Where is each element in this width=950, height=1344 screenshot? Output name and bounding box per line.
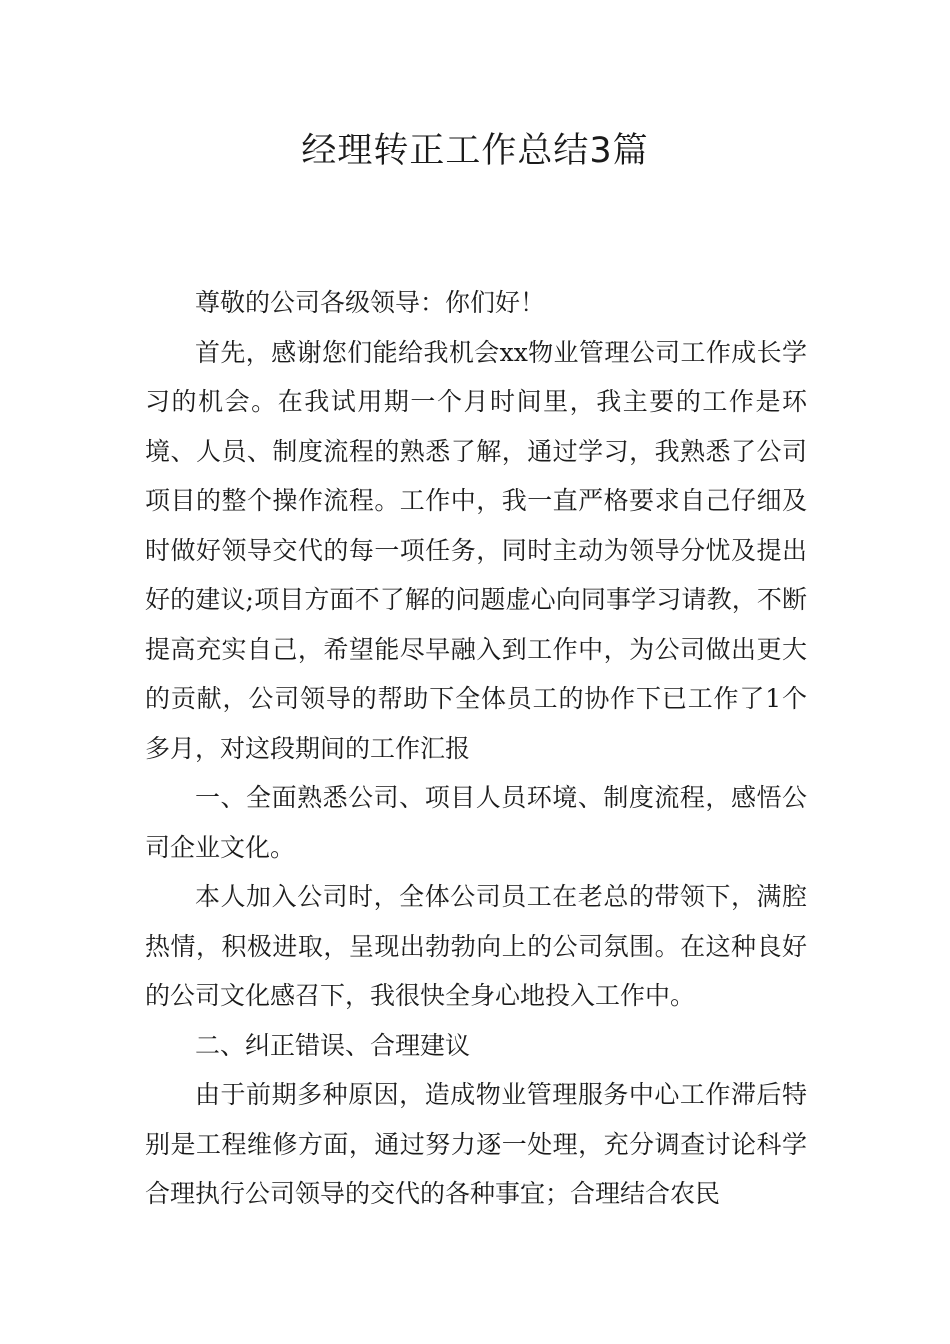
paragraph-introduction: 首先，感谢您们能给我机会xx物业管理公司工作成长学习的机会。在我试用期一个月时间里，我主要的工作是环境、人员、制度流程的熟悉了解，通过学习，我熟悉了公司项目的整个操作流程。工作中，我一直严格要求自己仔细及时做好领导交代的每一项任务，同时主动为领导分忧及提出好的建议;项目方面不了解的问题虚心向同事学习请教，不断提高充实自己，希望能尽早融入到工作中，为公司做出更大的贡献，公司领导的帮助下全体员工的协作下已工作了1个多月，对这段期间的工作汇报 [145, 337, 807, 763]
document-title: 经理转正工作总结3篇 [301, 131, 649, 171]
paragraph-section-2: 由于前期多种原因，造成物业管理服务中心工作滞后特别是工程维修方面，通过努力逐一处理，充分调查讨论科学合理执行公司领导的交代的各种事宜；合理结合农民 [145, 1080, 807, 1208]
section-heading-2: 二、纠正错误、合理建议 [195, 1030, 471, 1060]
section-heading-1: 一、全面熟悉公司、项目人员环境、制度流程，感悟公司企业文化。 [145, 783, 807, 862]
document-body [145, 278, 807, 1219]
paragraph-greeting: 尊敬的公司各级领导：你们好！ [195, 288, 546, 317]
paragraph-section-1: 本人加入公司时，全体公司员工在老总的带领下，满腔热情，积极进取，呈现出勃勃向上的公司氛围。在这种良好的公司文化感召下，我很快全身心地投入工作中。 [145, 882, 807, 1010]
